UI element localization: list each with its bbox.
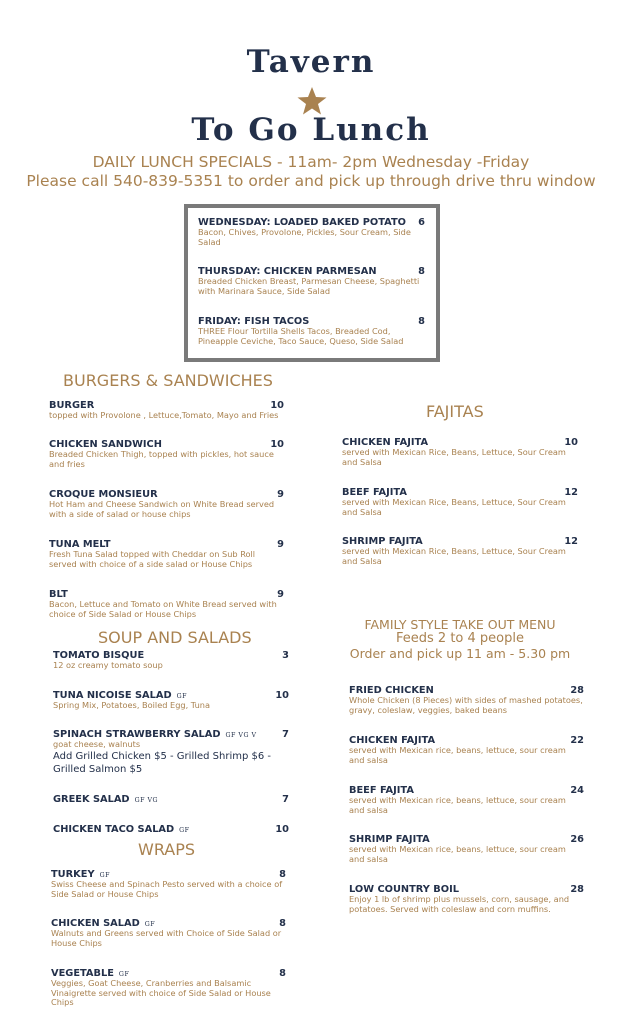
- item-description: goat cheese, walnuts: [53, 739, 141, 749]
- menu-item: [342, 487, 568, 517]
- item-name: SPINACH STRAWBERRY SALAD: [53, 729, 221, 740]
- menu-item: [349, 884, 583, 914]
- menu-item: [349, 735, 583, 765]
- item-description: served with Mexican rice, beans, lettuce, sour cream and salsa: [349, 844, 566, 864]
- item-name: CROQUE MONSIEUR: [49, 489, 158, 500]
- menu-item: [198, 217, 420, 247]
- item-price: 8: [418, 316, 425, 327]
- menu-item: [349, 685, 583, 715]
- item-description: served with Mexican Rice, Beans, Lettuce, Sour Cream and Salsa: [342, 546, 566, 566]
- item-price: 10: [275, 690, 289, 701]
- item-name: WEDNESDAY: LOADED BAKED POTATO: [198, 217, 406, 228]
- dietary-tag: GF: [144, 921, 156, 928]
- menu-subtitle: To Go Lunch: [191, 112, 431, 148]
- item-price: 28: [570, 884, 584, 895]
- item-name: FRIDAY: FISH TACOS: [198, 316, 310, 327]
- item-name: CHICKEN TACO SALAD: [53, 824, 175, 835]
- item-price: 10: [270, 400, 284, 411]
- item-description: topped with Provolone , Lettuce,Tomato, Mayo and Fries: [49, 410, 279, 420]
- burgers-heading: BURGERS & SANDWICHES: [63, 371, 273, 390]
- menu-item: [53, 824, 289, 835]
- item-description: 12 oz creamy tomato soup: [53, 660, 163, 670]
- item-price: 7: [282, 729, 289, 740]
- item-price: 6: [418, 217, 425, 228]
- item-name: BEEF FAJITA: [349, 785, 414, 796]
- dietary-tag: GF VG V: [225, 732, 257, 739]
- menu-item: [51, 869, 287, 899]
- item-price: 12: [564, 536, 578, 547]
- item-description: Spring Mix, Potatoes, Boiled Egg, Tuna: [53, 700, 210, 710]
- menu-title: Tavern: [246, 44, 376, 80]
- item-name-row: [53, 824, 289, 835]
- item-price: 9: [277, 539, 284, 550]
- menu-item: [49, 400, 281, 421]
- item-add-ons: Add Grilled Chicken $5 - Grilled Shrimp $6 - Grilled Salmon $5: [53, 750, 272, 775]
- menu-item: [49, 489, 281, 519]
- item-name: TUNA NICOISE SALAD: [53, 690, 172, 701]
- menu-item: [342, 536, 568, 566]
- item-description: Breaded Chicken Thigh, topped with pickles, hot sauce and fries: [49, 449, 274, 469]
- menu-item: [51, 918, 287, 948]
- item-price: 7: [282, 794, 289, 805]
- item-description: Enjoy 1 lb of shrimp plus mussels, corn, sausage, and potatoes. Served with coleslaw and corn muffins.: [349, 894, 570, 914]
- dietary-tag: GF VG: [134, 797, 159, 804]
- item-description: Whole Chicken (8 Pieces) with sides of mashed potatoes, gravy, coleslaw, veggies, baked beans: [349, 695, 583, 715]
- menu-item: [342, 437, 568, 467]
- dietary-tag: GF: [176, 693, 187, 700]
- item-name: CHICKEN FAJITA: [342, 437, 429, 448]
- item-description: Breaded Chicken Breast, Parmesan Cheese, Spaghetti with Marinara Sauce, Side Salad: [198, 276, 420, 296]
- item-name: GREEK SALAD: [53, 794, 130, 805]
- menu-item: [49, 539, 281, 569]
- item-price: 22: [570, 735, 584, 746]
- dietary-tag: GF: [179, 827, 190, 834]
- item-description: Hot Ham and Cheese Sandwich on White Bread served with a side of salad or house chips: [49, 499, 275, 519]
- menu-item: [53, 729, 289, 776]
- family-heading: FAMILY STYLE TAKE OUT MENU: [364, 617, 556, 632]
- item-price: 9: [277, 589, 284, 600]
- dietary-tag: GF: [118, 971, 130, 978]
- item-price: 8: [279, 869, 286, 880]
- item-name: FRIED CHICKEN: [349, 685, 434, 696]
- item-price: 8: [418, 266, 425, 277]
- item-description: Walnuts and Greens served with Choice of Side Salad or House Chips: [51, 928, 282, 948]
- item-price: 8: [279, 918, 286, 929]
- soups-heading: SOUP AND SALADS: [98, 628, 252, 647]
- item-description: Bacon, Chives, Provolone, Pickles, Sour Cream, Side Salad: [198, 227, 411, 247]
- item-description: Veggies, Goat Cheese, Cranberries and Balsamic Vinaigrette served with choice of Side Salad or House Chips: [51, 978, 271, 1008]
- menu-item: [198, 266, 420, 296]
- item-description: Swiss Cheese and Spinach Pesto served with a choice of Side Salad or House Chips: [51, 879, 283, 899]
- call-to-order: Please call 540-839-5351 to order and pick up through drive thru window: [26, 172, 596, 190]
- item-description: served with Mexican Rice, Beans, Lettuce, Sour Cream and Salsa: [342, 497, 566, 517]
- item-name: CHICKEN FAJITA: [349, 735, 436, 746]
- wraps-heading: WRAPS: [138, 840, 196, 859]
- item-price: 12: [564, 487, 578, 498]
- item-description: Fresh Tuna Salad topped with Cheddar on Sub Roll served with choice of a side salad or House Chips: [49, 549, 256, 569]
- item-name-row: [53, 794, 289, 805]
- item-name: TUNA MELT: [49, 539, 111, 550]
- item-name: SHRIMP FAJITA: [349, 834, 430, 845]
- fajitas-heading: FAJITAS: [426, 402, 484, 421]
- item-name: THURSDAY: CHICKEN PARMESAN: [198, 266, 377, 277]
- item-name: BLT: [49, 589, 68, 600]
- item-price: 24: [570, 785, 584, 796]
- item-description: THREE Flour Tortilla Shells Tacos, Breaded Cod, Pineapple Ceviche, Taco Sauce, Queso, Side Salad: [198, 326, 404, 346]
- item-name: LOW COUNTRY BOIL: [349, 884, 459, 895]
- item-price: 10: [270, 439, 284, 450]
- item-name: SHRIMP FAJITA: [342, 536, 423, 547]
- menu-item: [53, 690, 289, 711]
- menu-item: [53, 794, 289, 805]
- family-feeds: Feeds 2 to 4 people: [396, 631, 524, 646]
- item-description: served with Mexican rice, beans, lettuce, sour cream and salsa: [349, 795, 566, 815]
- dietary-tag: GF: [99, 872, 110, 879]
- menu-item: [198, 316, 420, 346]
- item-name: BURGER: [49, 400, 95, 411]
- specials-hours: DAILY LUNCH SPECIALS - 11am- 2pm Wednesday -Friday: [92, 153, 530, 171]
- item-name: BEEF FAJITA: [342, 487, 407, 498]
- menu-item: [349, 834, 583, 864]
- item-price: 3: [282, 650, 289, 661]
- item-description: served with Mexican Rice, Beans, Lettuce, Sour Cream and Salsa: [342, 447, 566, 467]
- family-hours: Order and pick up 11 am - 5.30 pm: [349, 646, 571, 661]
- item-description: Bacon, Lettuce and Tomato on White Bread served with choice of Side Salad or House Chips: [49, 599, 277, 619]
- item-price: 28: [570, 685, 584, 696]
- menu-item: [53, 650, 289, 671]
- item-price: 9: [277, 489, 284, 500]
- item-name: VEGETABLE: [51, 968, 114, 979]
- item-name: TOMATO BISQUE: [53, 650, 145, 661]
- item-price: 8: [279, 968, 286, 979]
- item-price: 10: [275, 824, 289, 835]
- item-price: 10: [564, 437, 578, 448]
- menu-item: [49, 439, 281, 469]
- item-name: CHICKEN SANDWICH: [49, 439, 162, 450]
- item-name: CHICKEN SALAD: [51, 918, 140, 929]
- menu-item: [349, 785, 583, 815]
- item-name: TURKEY: [51, 869, 95, 880]
- menu-item: [51, 968, 287, 1008]
- item-description: served with Mexican rice, beans, lettuce, sour cream and salsa: [349, 745, 566, 765]
- menu-item: [49, 589, 281, 619]
- item-price: 26: [570, 834, 584, 845]
